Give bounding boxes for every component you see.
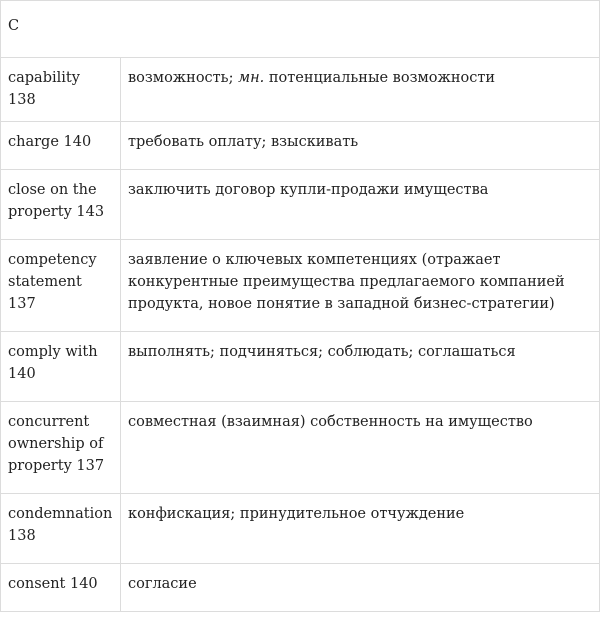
- table-row: [1, 58, 600, 122]
- table-row: [1, 494, 600, 564]
- translation-cell: согласие: [121, 564, 600, 612]
- translation-part: потенциальные возможности: [268, 70, 496, 86]
- translation-cell: совместная (взаимная) собственность на имущество: [121, 402, 600, 494]
- table-row: [1, 332, 600, 402]
- table-row: [1, 564, 600, 612]
- table-row: [1, 170, 600, 240]
- term-cell: competency statement 137: [1, 240, 121, 332]
- abbreviation: мн.: [238, 70, 265, 86]
- table-row: [1, 402, 600, 494]
- term-cell: condemnation 138: [1, 494, 121, 564]
- translation-cell: заявление о ключевых компетенциях (отражает конкурентные преимущества предлагаемого компанией продукта, новое понятие в западной бизнес-стратегии): [121, 240, 600, 332]
- term-cell: consent 140: [1, 564, 121, 612]
- table-row: [1, 122, 600, 170]
- table-row: [1, 240, 600, 332]
- term-cell: charge 140: [1, 122, 121, 170]
- translation-cell: заключить договор купли-продажи имущества: [121, 170, 600, 240]
- translation-part: возможность;: [128, 70, 234, 86]
- translation-cell: [121, 58, 600, 122]
- section-letter: C: [1, 1, 600, 58]
- translation-cell: выполнять; подчиняться; соблюдать; соглашаться: [121, 332, 600, 402]
- term-cell: close on the property 143: [1, 170, 121, 240]
- translation-cell: требовать оплату; взыскивать: [121, 122, 600, 170]
- section-header-row: [1, 1, 600, 58]
- translation-cell: конфискация; принудительное отчуждение: [121, 494, 600, 564]
- term-cell: capability 138: [1, 58, 121, 122]
- term-cell: concurrent ownership of property 137: [1, 402, 121, 494]
- term-cell: comply with 140: [1, 332, 121, 402]
